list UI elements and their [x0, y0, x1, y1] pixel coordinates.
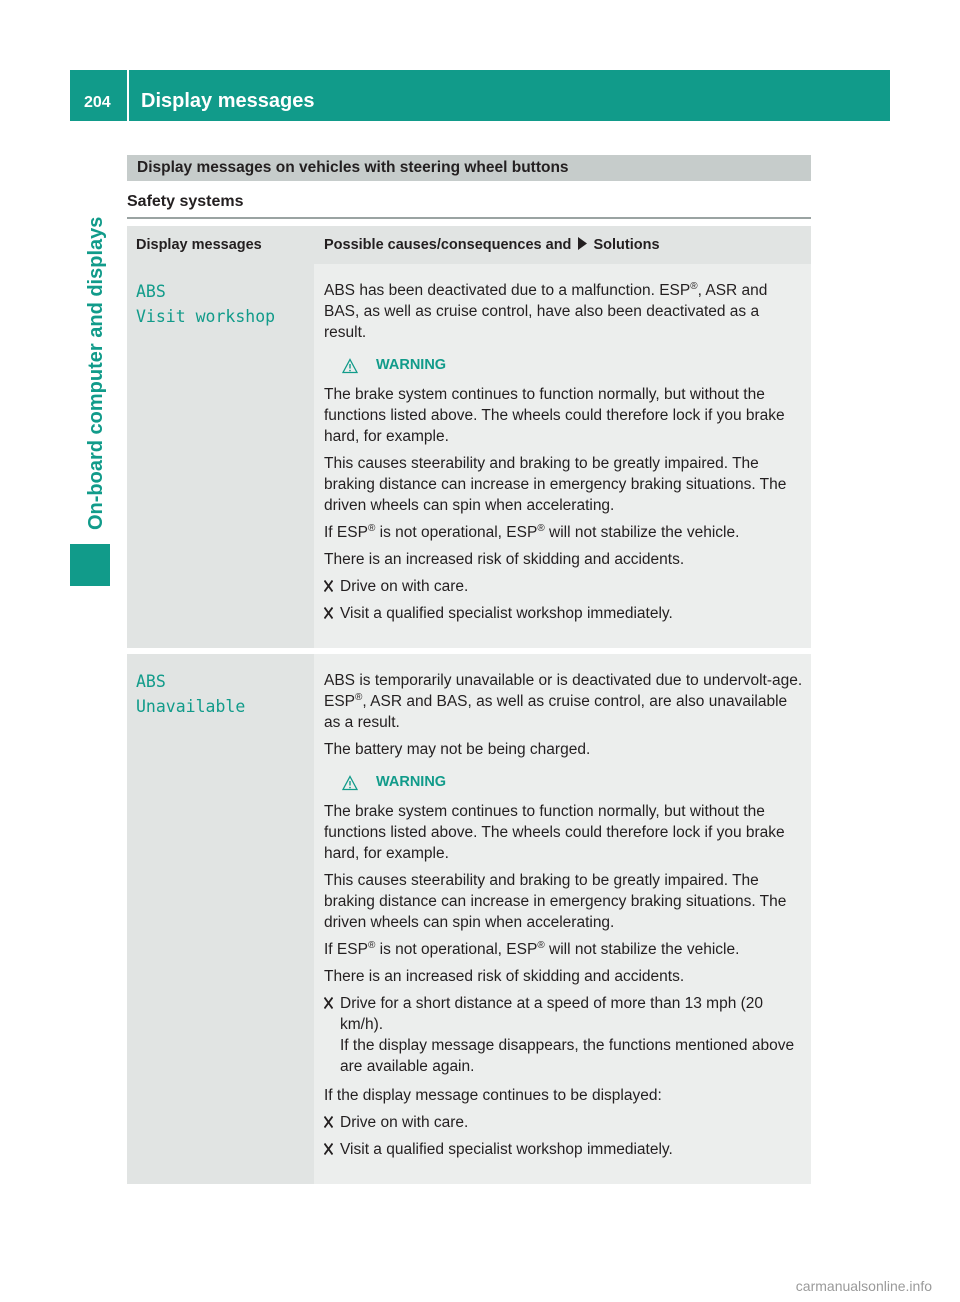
- esp-text-part: If ESP: [324, 524, 368, 541]
- action-arrow-icon: [324, 607, 333, 619]
- cause-text: [324, 670, 805, 733]
- warning-label: WARNING: [376, 774, 447, 790]
- watermark: carmanualsonline.info: [795, 1278, 932, 1294]
- action-arrow-icon: [324, 1116, 333, 1128]
- registered-mark: ®: [537, 522, 545, 534]
- column-header-messages: Display messages: [127, 226, 314, 264]
- registered-mark: ®: [367, 939, 376, 951]
- action-text: Drive on with care.: [340, 1114, 469, 1131]
- warning-text: This causes steerability and braking to be greatly impaired. The braking distance can increase in emergency braking situations. The driven wheels can spin when accelerating.: [324, 455, 787, 514]
- table-header-row: [127, 226, 811, 264]
- display-message-cell: [127, 264, 314, 648]
- action-arrow-icon: [324, 1143, 333, 1155]
- action-text-block: [340, 993, 805, 1077]
- continue-text: If the display message continues to be displayed:: [324, 1087, 662, 1104]
- column-header-solutions-text: Solutions: [593, 237, 660, 253]
- warning-text: The brake system continues to function normally, but without the functions listed above. The wheels could therefore lock if you brake hard, for example.: [324, 386, 785, 445]
- page-title: Display messages: [141, 90, 315, 112]
- display-message-line: Visit workshop: [136, 307, 276, 326]
- column-header-causes-text: Possible causes/consequences and: [324, 237, 572, 253]
- action-result-text: If the display message disappears, the functions mentioned above are available again.: [340, 1037, 795, 1075]
- warning-text: The brake system continues to function normally, but without the functions listed above. The wheels could therefore lock if you brake hard, for example.: [324, 803, 785, 862]
- chapter-tab-label: On-board computer and displays: [85, 216, 107, 530]
- action-item: [324, 576, 805, 597]
- header-divider: [127, 70, 129, 121]
- causes-solutions-cell: [314, 264, 811, 648]
- cause-text-part: , ASR and BAS, as well as cruise control, are also unavailable as a result.: [324, 693, 788, 731]
- warning-heading: [342, 355, 805, 376]
- cause-text-part: ABS has been deactivated due to a malfunction. ESP: [324, 282, 691, 299]
- display-message-line: ABS: [136, 672, 166, 691]
- esp-text: [324, 522, 805, 543]
- page-number: 204: [84, 94, 111, 111]
- subsection-heading: Safety systems: [127, 193, 244, 210]
- chapter-tab-marker: [70, 544, 110, 586]
- warning-heading: [342, 772, 805, 793]
- action-item: [324, 603, 805, 624]
- registered-mark: ®: [690, 280, 698, 292]
- table-row: [127, 264, 811, 648]
- display-message-cell: [127, 654, 314, 1184]
- action-text: Drive for a short distance at a speed of more than 13 mph (20 km/h).: [340, 995, 764, 1033]
- action-arrow-icon: [324, 580, 333, 592]
- cause-text-part: , ASR and BAS, as well as cruise control, have also been deactivated as a result.: [324, 282, 768, 341]
- table-row: [127, 654, 811, 1184]
- action-item: [324, 1139, 805, 1160]
- column-header-causes: [314, 226, 811, 264]
- esp-text-part: is not operational, ESP: [375, 524, 538, 541]
- action-text: Visit a qualified specialist workshop immediately.: [340, 605, 673, 622]
- esp-text-part: will not stabilize the vehicle.: [544, 524, 740, 541]
- battery-text: The battery may not be being charged.: [324, 741, 591, 758]
- registered-mark: ®: [367, 522, 376, 534]
- registered-mark: ®: [537, 939, 545, 951]
- esp-text-part: will not stabilize the vehicle.: [544, 941, 740, 958]
- section-heading: Display messages on vehicles with steering wheel buttons: [127, 155, 811, 181]
- esp-text-part: is not operational, ESP: [375, 941, 538, 958]
- display-message-line: ABS: [136, 282, 166, 301]
- action-item: [324, 993, 805, 1077]
- action-item: [324, 1112, 805, 1133]
- warning-triangle-icon: [342, 358, 358, 374]
- display-messages-table: [127, 226, 811, 1184]
- display-message-line: Unavailable: [136, 697, 246, 716]
- subsection-rule: [127, 217, 811, 219]
- action-arrow-icon: [324, 997, 333, 1009]
- action-text: Drive on with care.: [340, 578, 469, 595]
- action-text: Visit a qualified specialist workshop immediately.: [340, 1141, 673, 1158]
- cause-text: [324, 280, 805, 343]
- warning-label: WARNING: [376, 357, 447, 373]
- registered-mark: ®: [355, 691, 363, 703]
- esp-text: [324, 939, 805, 960]
- cause-text-part: ABS is temporarily unavailable or is deactivated due to undervolt-age. ESP: [324, 672, 803, 710]
- risk-text: There is an increased risk of skidding and accidents.: [324, 968, 685, 985]
- causes-solutions-cell: [314, 654, 811, 1184]
- risk-text: There is an increased risk of skidding and accidents.: [324, 551, 685, 568]
- warning-text: This causes steerability and braking to be greatly impaired. The braking distance can increase in emergency braking situations. The driven wheels can spin when accelerating.: [324, 872, 787, 931]
- solution-arrow-icon: [577, 237, 587, 250]
- esp-text-part: If ESP: [324, 941, 368, 958]
- warning-triangle-icon: [342, 775, 358, 791]
